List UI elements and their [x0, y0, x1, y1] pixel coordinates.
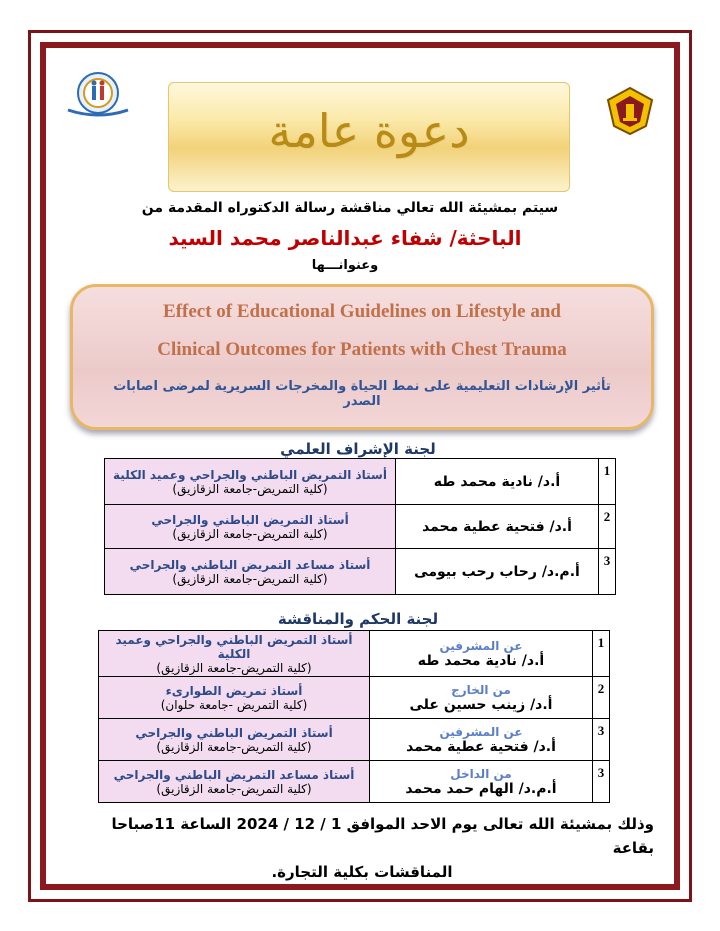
- thesis-title-box: [70, 284, 654, 430]
- member-faculty: (كلية التمريض-جامعة الزقازيق): [156, 660, 312, 675]
- member-title: أستاذ التمريض الباطني والجراحي وعميد الكلية: [113, 467, 387, 482]
- row-number: 3: [593, 761, 610, 803]
- thesis-title-ar: تأثير الإرشادات التعليمية على نمط الحياة والمخرجات السريرية لمرضى اصابات الصدر: [113, 379, 611, 409]
- member-role: عن المشرفين: [439, 724, 523, 739]
- judging-heading: لجنة الحكم والمناقشة: [277, 610, 439, 628]
- row-number: 2: [593, 677, 610, 719]
- member-cell: [370, 719, 593, 761]
- member-role: من الداخل: [450, 766, 512, 781]
- member-cell: [370, 677, 593, 719]
- researcher-name: الباحثة/ شفاء عبدالناصر محمد السيد: [168, 226, 522, 250]
- member-role: عن المشرفين: [439, 638, 523, 653]
- closing-text: [70, 812, 654, 884]
- member-name: أ.د/ زينب حسين على: [409, 696, 553, 713]
- member-faculty: (كلية التمريض-جامعة الزقازيق): [156, 739, 312, 754]
- title-label: وعنوانـــها: [311, 258, 379, 273]
- member-faculty: (كلية التمريض -جامعة حلوان): [160, 697, 308, 712]
- table-row: [105, 459, 616, 505]
- thesis-title-en-line2: Clinical Outcomes for Patients with Chest Trauma: [157, 339, 567, 360]
- member-faculty: (كلية التمريض-جامعة الزقازيق): [172, 481, 328, 496]
- supervision-heading: لجنة الإشراف العلمي: [280, 440, 436, 458]
- member-name: أ.د/ فتحية عطية محمد: [406, 738, 556, 755]
- member-title: أستاذ تمريض الطوارىء: [165, 683, 303, 698]
- university-shield-icon: [604, 86, 656, 136]
- table-row: [105, 549, 616, 595]
- member-cell: [370, 631, 593, 677]
- row-number: 1: [599, 459, 616, 505]
- member-title: أستاذ مساعد التمريض الباطني والجراحي: [113, 767, 355, 782]
- row-number: 3: [593, 719, 610, 761]
- banner-title: دعوة عامة: [268, 104, 470, 158]
- closing-line1: وذلك بمشيئة الله تعالى يوم الاحد الموافق 1 / 12 / 2024 الساعة 11صباحا بقاعة: [111, 815, 654, 857]
- table-row: [99, 631, 610, 677]
- member-position: [105, 549, 396, 595]
- title-banner: [168, 82, 570, 192]
- member-title: أستاذ مساعد التمريض الباطني والجراحي: [129, 557, 371, 572]
- row-number: 3: [599, 549, 616, 595]
- row-number: 1: [593, 631, 610, 677]
- table-row: [99, 719, 610, 761]
- member-position: [105, 459, 396, 505]
- table-row: [99, 677, 610, 719]
- supervision-table: [104, 458, 616, 595]
- table-row: [99, 761, 610, 803]
- row-number: 2: [599, 505, 616, 549]
- member-cell: [370, 761, 593, 803]
- member-faculty: (كلية التمريض-جامعة الزقازيق): [172, 526, 328, 541]
- member-faculty: (كلية التمريض-جامعة الزقازيق): [172, 571, 328, 586]
- table-row: [105, 505, 616, 549]
- member-position: [105, 505, 396, 549]
- member-name: أ.د/ فتحية عطية محمد: [396, 505, 599, 549]
- closing-line2: المناقشات بكلية التجارة.: [271, 863, 453, 881]
- member-position: [99, 761, 370, 803]
- member-name: أ.م.د/ رحاب رحب بيومى: [396, 549, 599, 595]
- member-position: [99, 719, 370, 761]
- faculty-logo-icon: [62, 66, 134, 120]
- member-title: أستاذ التمريض الباطني والجراحي: [135, 725, 333, 740]
- member-title: أستاذ التمريض الباطني والجراحي: [151, 512, 349, 527]
- member-position: [99, 677, 370, 719]
- member-position: [99, 631, 370, 677]
- member-name: أ.د/ نادية محمد طه: [417, 652, 545, 669]
- thesis-title-en-line1: Effect of Educational Guidelines on Lifestyle and: [163, 301, 561, 322]
- member-faculty: (كلية التمريض-جامعة الزقازيق): [156, 781, 312, 796]
- member-title: أستاذ التمريض الباطني والجراحي وعميد الكلية: [115, 632, 353, 661]
- intro-line: سيتم بمشيئة الله تعالي مناقشة رسالة الدكتوراه المقدمة من: [141, 200, 559, 216]
- member-name: أ.د/ نادية محمد طه: [396, 459, 599, 505]
- judging-table: [98, 630, 610, 803]
- member-name: أ.م.د/ الهام حمد محمد: [405, 780, 557, 797]
- member-role: من الخارج: [451, 682, 511, 697]
